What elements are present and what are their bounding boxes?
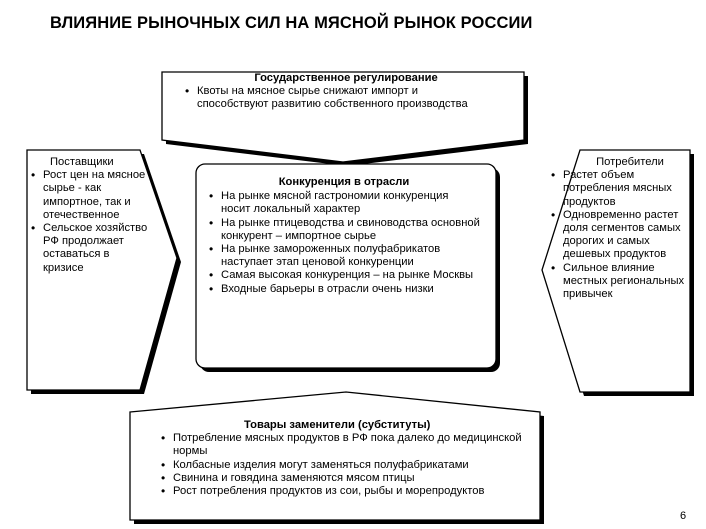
substitutes-heading: Товары заменители (субституты) <box>244 419 431 431</box>
consumers-block <box>550 156 686 301</box>
competition-list <box>208 190 480 296</box>
list-item: • Сельское хозяйство РФ продолжает оставаться в кризисе <box>30 222 148 275</box>
list-item: • Свинина и говядина заменяются мясом птицы <box>160 472 538 485</box>
government-regulation-block <box>184 72 480 112</box>
list-item: • На рынке мясной гастрономии конкуренция носит локальный характер <box>208 190 480 216</box>
page-number: 6 <box>680 510 687 522</box>
list-item: • На рынке птицеводства и свиноводства основной конкурент – импортное сырье <box>208 217 480 243</box>
government-heading: Государственное регулирование <box>254 72 438 84</box>
substitutes-block <box>160 419 538 498</box>
substitutes-list <box>160 432 538 498</box>
consumers-list <box>550 169 686 301</box>
list-item: • Входные барьеры в отрасли очень низки <box>208 283 480 296</box>
list-item: • Колбасные изделия могут заменяться полуфабрикатами <box>160 459 538 472</box>
list-item: • Самая высокая конкуренция – на рынке Москвы <box>208 269 480 282</box>
list-item: • Рост цен на мясное сырье - как импортное, так и отечественное <box>30 169 148 222</box>
slide-title: ВЛИЯНИЕ РЫНОЧНЫХ СИЛ НА МЯСНОЙ РЫНОК РОССИИ <box>50 14 533 32</box>
list-item: • Растет объем потребления мясных продуктов <box>550 169 686 209</box>
consumers-heading: Потребители <box>596 156 664 168</box>
list-item: • Сильное влияние местных региональных привычек <box>550 262 686 302</box>
list-item: • На рынке замороженных полуфабрикатов наступает этап ценовой конкуренции <box>208 243 480 269</box>
competition-block <box>208 176 480 296</box>
list-item: • Квоты на мясное сырье снижают импорт и способствуют развитию собственного производства <box>184 85 480 111</box>
list-item: • Потребление мясных продуктов в РФ пока далеко до медицинской нормы <box>160 432 538 458</box>
list-item: • Рост потребления продуктов из сои, рыбы и морепродуктов <box>160 485 538 498</box>
list-item: • Одновременно растет доля сегментов самых дорогих и самых дешевых продуктов <box>550 209 686 262</box>
suppliers-heading: Поставщики <box>50 156 114 168</box>
suppliers-block <box>30 156 148 275</box>
government-list <box>184 85 480 111</box>
competition-heading: Конкуренция в отрасли <box>278 176 410 188</box>
suppliers-list <box>30 169 148 275</box>
